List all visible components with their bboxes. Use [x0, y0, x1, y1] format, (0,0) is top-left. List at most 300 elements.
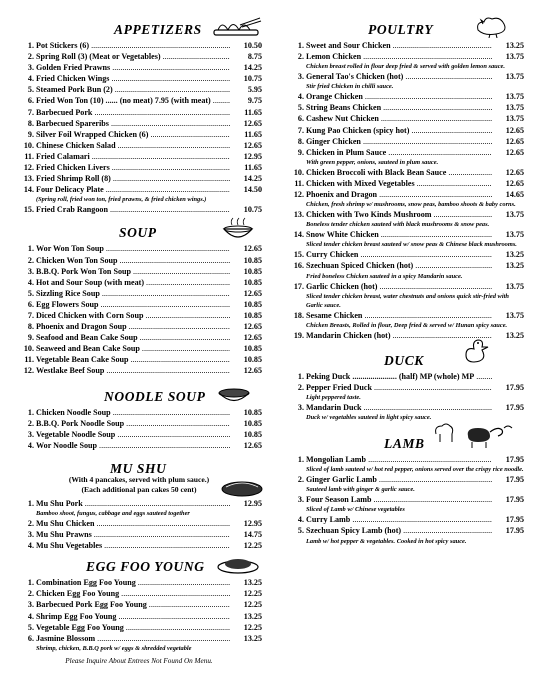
item-price: 10.85 — [243, 407, 262, 417]
item-name: Egg Flowers Soup ..... — [36, 299, 230, 310]
item-name: Ginger Garlic Lamb ..... — [306, 474, 492, 485]
item-number: 3. — [27, 429, 34, 439]
item-name: Vegetable Bean Cake Soup ..... — [36, 354, 230, 365]
item-name: Pot Stickers (6) ..... — [36, 40, 230, 51]
item-number: 14. — [23, 185, 34, 195]
item-name: Mandarin Chicken (hot) ..... — [306, 330, 492, 341]
item-name: Phoenix and Dragon ..... — [306, 189, 492, 200]
item-number: 1. — [297, 41, 304, 50]
poultry-title: POULTRY — [368, 22, 434, 37]
item-number: 15. — [293, 250, 304, 260]
item-name: Mu Shu Chicken ..... — [36, 518, 230, 529]
item-description: Chicken breast rolled in flour deep fried & served with golden lemon sauce. — [306, 63, 505, 71]
item-name: Shrimp Egg Foo Young ..... — [36, 611, 230, 622]
item-description: Sliced tender chicken breast sauteed w/ snow peas & Chinese black mushrooms. — [306, 241, 517, 249]
item-price: 13.25 — [505, 250, 524, 260]
item-price: 13.75 — [505, 72, 524, 82]
soup-item-row — [16, 299, 262, 310]
item-name: Mu Shu Pork ..... — [36, 498, 230, 509]
egg-foo-young-plate-icon — [216, 553, 260, 575]
lamb-item-row — [286, 514, 524, 525]
item-name: Barbecued Spareribs ..... — [36, 118, 230, 129]
item-price: 12.65 — [243, 244, 262, 254]
appetizers-item-row — [16, 129, 262, 140]
item-number: 15. — [23, 205, 34, 215]
item-price: 11.65 — [244, 129, 262, 139]
lamb-header — [286, 432, 524, 454]
lamb-illustration-icon — [432, 420, 518, 450]
item-price: 12.65 — [505, 147, 524, 157]
appetizers-item-row — [16, 62, 262, 73]
item-name: Garlic Chicken (hot) ..... — [306, 281, 492, 292]
item-price: 12.25 — [243, 622, 262, 632]
item-number: 8. — [27, 118, 34, 128]
soup-item-row — [16, 266, 262, 277]
item-name: Chicken with Mixed Vegetables ..... — [306, 178, 492, 189]
item-price: 10.85 — [243, 266, 262, 276]
item-name: Pepper Fried Duck ..... — [306, 382, 492, 393]
item-name: Fried Crab Rangoon ..... — [36, 204, 230, 215]
item-price: 14.25 — [243, 63, 262, 73]
item-name: Four Season Lamb ..... — [306, 494, 492, 505]
item-name: Spring Roll (3) (Meat or Vegetables) ..... — [36, 51, 230, 62]
item-number: 3. — [27, 530, 34, 540]
item-number: 18. — [293, 310, 304, 320]
soup-item-row — [16, 321, 262, 332]
item-number: 3. — [27, 600, 34, 610]
item-name: Sesame Chicken ..... — [306, 310, 492, 321]
item-number: 6. — [27, 96, 34, 106]
item-number: 4. — [297, 515, 304, 525]
item-number: 2. — [297, 382, 304, 392]
item-name: Mu Shu Vegetables ..... — [36, 540, 230, 551]
item-number: 11. — [24, 151, 34, 161]
poultry-item-row — [286, 178, 524, 189]
duck-section — [286, 349, 524, 422]
egg-foo-young-item-row — [16, 611, 262, 622]
item-price: 10.85 — [243, 255, 262, 265]
item-number: 12. — [293, 190, 304, 200]
item-description: Fried boneless Chicken sauteed in a spicy Mandarin sauce. — [306, 272, 463, 280]
lamb-section — [286, 432, 524, 545]
item-number: 9. — [27, 129, 34, 139]
mu-shu-pancake-icon — [220, 477, 264, 499]
item-price: 13.75 — [505, 230, 524, 240]
poultry-item-row — [286, 249, 524, 260]
egg-foo-young-section — [16, 555, 262, 653]
item-description: Boneless tender chicken sauteed with black mushrooms & snow peas. — [306, 221, 490, 229]
duck-item-row — [286, 382, 524, 393]
item-price: 17.95 — [505, 515, 524, 525]
item-name: Golden Fried Prawns ..... — [36, 62, 230, 73]
appetizers-item-row — [16, 151, 262, 162]
item-price: 12.95 — [243, 498, 262, 508]
item-description: Light peppered taste. — [306, 393, 361, 401]
item-price: 12.65 — [505, 167, 524, 177]
item-name: Lemon Chicken ..... — [306, 51, 492, 62]
appetizers-item-row — [16, 95, 262, 106]
item-number: 12. — [23, 366, 34, 376]
item-number: 3. — [297, 402, 304, 412]
item-number: 7. — [297, 125, 304, 135]
item-description: Sliced of lamb sauteed w/ hot red pepper, onions served over the crispy rice noodle. — [306, 466, 524, 474]
item-name: Chicken with Two Kinds Mushroom ..... — [306, 209, 492, 220]
item-price: 10.85 — [243, 344, 262, 354]
soup-item-row — [16, 277, 262, 288]
item-price: 13.75 — [505, 114, 524, 124]
soup-header — [16, 221, 262, 243]
item-number: 14. — [293, 230, 304, 240]
mu-shu-subtitle-2: (Each additional pan cakes 50 cent) — [81, 484, 197, 494]
item-number: 1. — [27, 244, 34, 254]
item-price: 17.95 — [505, 475, 524, 485]
duck-item-row — [286, 402, 524, 413]
item-price: 10.85 — [243, 310, 262, 320]
item-price: 13.75 — [505, 281, 524, 291]
noodle-soup-item-row — [16, 440, 262, 451]
poultry-item-row — [286, 125, 524, 136]
item-number: 6. — [27, 633, 34, 643]
item-name: B.B.Q. Pork Won Ton Soup ..... — [36, 266, 230, 277]
lamb-item-row — [286, 494, 524, 505]
soup-title: SOUP — [119, 225, 157, 241]
lamb-item-row — [286, 474, 524, 485]
item-description: Chicken Breasts, Rolled in flour, Deep fried & served w/ Hunan spicy sauce. — [306, 321, 508, 329]
item-price: 10.75 — [243, 74, 262, 84]
item-price: 13.75 — [505, 92, 524, 102]
mu-shu-item-row — [16, 498, 262, 509]
item-name: Steamed Pork Bun (2) ..... — [36, 84, 230, 95]
appetizers-item-row — [16, 140, 262, 151]
item-number: 3. — [27, 63, 34, 73]
item-name: Barbecued Pork ..... — [36, 107, 230, 118]
item-number: 2. — [297, 475, 304, 485]
item-price: 12.65 — [243, 140, 262, 150]
noodle-soup-header — [16, 385, 262, 407]
item-name: Szechuan Spicy Lamb (hot) ..... — [306, 525, 492, 536]
item-name: Jasmine Blossom ..... — [36, 633, 230, 644]
item-description: Duck w/ vegetables sauteed in light spicy sauce. — [306, 414, 432, 422]
item-number: 7. — [27, 107, 34, 117]
appetizers-item-row — [16, 162, 262, 173]
soup-item-row — [16, 332, 262, 343]
item-number: 10. — [23, 344, 34, 354]
item-number: 3. — [297, 72, 304, 82]
item-number: 1. — [27, 407, 34, 417]
noodle-soup-item-row — [16, 429, 262, 440]
item-price: 12.65 — [243, 118, 262, 128]
appetizers-item-row — [16, 118, 262, 129]
item-price: 11.65 — [244, 107, 262, 117]
item-number: 2. — [27, 519, 34, 528]
egg-foo-young-title: EGG FOO YOUNG — [86, 559, 205, 575]
item-name: Chicken in Plum Sauce ..... — [306, 147, 492, 158]
item-description: Shrimp, chicken, B.B.Q pork w/ eggs & shredded vegetable — [36, 644, 192, 652]
item-number: 2. — [27, 589, 34, 599]
item-name: Snow White Chicken ..... — [306, 229, 492, 240]
appetizers-item-row — [16, 184, 262, 195]
item-description: (Spring roll, fried won ton, fried prawns, & fried chicken wings.) — [36, 196, 207, 204]
item-price: 13.25 — [505, 261, 524, 271]
item-name: Mongolian Lamb ..... — [306, 454, 492, 465]
lamb-item-row — [286, 454, 524, 465]
soup-item-row — [16, 288, 262, 299]
item-number: 9. — [297, 147, 304, 157]
item-number: 5. — [27, 85, 34, 95]
item-price: 14.50 — [243, 185, 262, 195]
item-name: Ginger Chicken ..... — [306, 136, 492, 147]
item-name: Chicken Noodle Soup ..... — [36, 407, 230, 418]
item-number: 6. — [27, 299, 34, 309]
egg-foo-young-item-row — [16, 633, 262, 644]
poultry-header — [286, 18, 524, 40]
item-number: 9. — [27, 333, 34, 343]
appetizers-title: APPETIZERS — [114, 22, 202, 37]
item-price: 12.25 — [243, 600, 262, 610]
item-number: 12. — [23, 163, 34, 173]
item-number: 13. — [293, 210, 304, 220]
item-number: 1. — [27, 578, 34, 588]
item-number: 10. — [23, 140, 34, 150]
item-price: 10.85 — [243, 277, 262, 287]
item-name: Vegetable Noodle Soup ..... — [36, 429, 230, 440]
item-name: Cashew Nut Chicken ..... — [306, 113, 492, 124]
noodle-soup-item-row — [16, 407, 262, 418]
item-number: 11. — [24, 355, 34, 365]
item-price: 12.65 — [505, 136, 524, 146]
item-name: Wor Won Ton Soup ..... — [36, 243, 230, 254]
appetizers-item-row — [16, 84, 262, 95]
item-price: 13.75 — [505, 310, 524, 320]
item-name: Orange Chicken ..... — [306, 91, 492, 102]
item-name: Fried Chicken Livers ..... — [36, 162, 230, 173]
mu-shu-item-row — [16, 529, 262, 540]
item-price: 9.75 — [247, 96, 262, 106]
item-name: Chinese Chicken Salad ..... — [36, 140, 230, 151]
item-number: 5. — [297, 526, 304, 536]
item-number: 5. — [27, 622, 34, 632]
item-number: 1. — [27, 498, 34, 508]
item-price: 12.65 — [505, 125, 524, 135]
poultry-item-row — [286, 113, 524, 124]
soup-item-row — [16, 310, 262, 321]
item-name: Silver Foil Wrapped Chicken (6) ..... — [36, 129, 230, 140]
item-price: 14.75 — [243, 530, 262, 540]
appetizers-item-row — [16, 51, 262, 62]
item-name: Sweet and Sour Chicken ..... — [306, 40, 492, 51]
egg-foo-young-item-row — [16, 588, 262, 599]
item-name: Chicken Won Ton Soup ..... — [36, 255, 230, 266]
poultry-item-row — [286, 102, 524, 113]
item-number: 2. — [27, 255, 34, 265]
appetizers-item-row — [16, 107, 262, 118]
item-number: 2. — [297, 52, 304, 62]
item-price: 12.25 — [243, 541, 262, 551]
poultry-item-row — [286, 51, 524, 62]
item-name: Fried Shrimp Roll (8) ..... — [36, 173, 230, 184]
item-name: Szechuan Spiced Chicken (hot) ..... — [306, 260, 492, 271]
item-price: 17.95 — [505, 455, 524, 465]
item-description: Sliced tender chicken breast, water chestnuts and onions quick stir-fried with Garlic sauce. — [306, 292, 509, 309]
item-description: Stir fried Chicken in chilli sauce. — [306, 83, 394, 91]
item-name: Chicken Broccoli with Black Bean Sauce ..... — [306, 167, 492, 178]
item-number: 6. — [297, 114, 304, 124]
mu-shu-item-row — [16, 518, 262, 529]
menu-footer-note: Please Inquire About Entrees Not Found On Menu. — [65, 656, 213, 665]
item-number: 3. — [27, 266, 34, 276]
duck-illustration-icon — [460, 335, 492, 367]
soup-item-row — [16, 343, 262, 354]
item-price: 13.25 — [243, 633, 262, 643]
item-price: 10.85 — [243, 418, 262, 428]
item-number: 8. — [297, 136, 304, 146]
item-number: 4. — [27, 74, 34, 84]
noodle-soup-item-row — [16, 418, 262, 429]
item-price: 17.95 — [505, 402, 524, 412]
item-name: Peking Duck ...................... (half) MP (whole) MP ..... — [306, 371, 492, 382]
item-name: String Beans Chicken ..... — [306, 102, 492, 113]
item-name: B.B.Q. Pork Noodle Soup ..... — [36, 418, 230, 429]
appetizers-item-row — [16, 204, 262, 215]
item-name: Fried Calamari ..... — [36, 151, 230, 162]
item-price: 13.75 — [505, 52, 524, 62]
mu-shu-item-row — [16, 540, 262, 551]
item-name: Fried Won Ton (10) ...... (no meat) 7.95 (with meat) ..... — [36, 95, 230, 106]
item-price: 10.75 — [243, 205, 262, 215]
item-name: Fried Chicken Wings ..... — [36, 73, 230, 84]
item-number: 5. — [27, 288, 34, 298]
item-number: 1. — [27, 41, 34, 50]
item-description: Sliced of Lamb w/ Chinese vegetables — [306, 506, 405, 514]
poultry-item-row — [286, 209, 524, 220]
item-name: Mandarin Duck ..... — [306, 402, 492, 413]
egg-foo-young-header — [16, 555, 262, 577]
item-price: 12.65 — [243, 366, 262, 376]
chicken-illustration-icon — [472, 14, 512, 38]
item-name: Seaweed and Bean Cake Soup ..... — [36, 343, 230, 354]
item-description: Bamboo shoot, fungus, cabbage and eggs sauteed together — [36, 510, 190, 517]
soup-item-row — [16, 243, 262, 254]
item-name: Combination Egg Foo Young ..... — [36, 577, 230, 588]
item-number: 5. — [297, 103, 304, 113]
duck-header — [286, 349, 524, 371]
item-name: Vegetable Egg Foo Young ..... — [36, 622, 230, 633]
item-price: 17.95 — [505, 495, 524, 505]
poultry-item-row — [286, 91, 524, 102]
noodle-soup-section — [16, 385, 262, 451]
item-number: 16. — [293, 261, 304, 271]
item-number: 1. — [297, 371, 304, 381]
appetizers-item-row — [16, 73, 262, 84]
item-number: 11. — [294, 178, 304, 188]
item-price: 13.25 — [505, 330, 524, 340]
item-number: 4. — [27, 541, 34, 551]
poultry-item-row — [286, 167, 524, 178]
soup-item-row — [16, 354, 262, 365]
appetizers-section — [16, 18, 262, 215]
item-description: Sauteed lamb with ginger & garlic sauce. — [306, 486, 415, 494]
soup-bowl-icon — [220, 217, 256, 243]
item-number: 17. — [293, 281, 304, 291]
item-price: 5.95 — [247, 85, 262, 95]
poultry-item-row — [286, 189, 524, 200]
poultry-item-row — [286, 136, 524, 147]
item-price: 12.95 — [243, 151, 262, 161]
item-name: Seafood and Bean Cake Soup ..... — [36, 332, 230, 343]
item-price: 13.25 — [243, 578, 262, 588]
item-name: Phoenix and Dragon Soup ..... — [36, 321, 230, 332]
item-name: Hot and Sour Soup (with meat) ..... — [36, 277, 230, 288]
poultry-item-row — [286, 147, 524, 158]
soup-item-row — [16, 365, 262, 376]
item-name: Mu Shu Prawns ..... — [36, 529, 230, 540]
item-description: With green pepper, onions, sauteed in plum sauce. — [306, 158, 439, 166]
poultry-item-row — [286, 260, 524, 271]
item-price: 8.75 — [247, 52, 262, 62]
soup-item-row — [16, 255, 262, 266]
item-number: 19. — [293, 330, 304, 340]
item-price: 17.95 — [505, 526, 524, 536]
item-description: Chicken, fresh shrimp w/ mushrooms, snow peas, bamboo shoots & baby corns. — [306, 201, 516, 209]
item-price: 13.75 — [505, 210, 524, 220]
item-price: 12.25 — [243, 589, 262, 599]
appetizers-header — [16, 18, 262, 40]
dumplings-illustration-icon — [212, 16, 262, 38]
item-number: 13. — [23, 174, 34, 184]
item-price: 11.65 — [244, 163, 262, 173]
item-price: 12.95 — [243, 519, 262, 528]
appetizers-item-row — [16, 40, 262, 51]
item-name: Sizzling Rice Soup ..... — [36, 288, 230, 299]
appetizers-item-row — [16, 173, 262, 184]
item-number: 4. — [297, 92, 304, 102]
item-number: 2. — [27, 52, 34, 62]
item-price: 12.65 — [243, 333, 262, 343]
item-name: Four Delicacy Plate ..... — [36, 184, 230, 195]
item-name: Barbecued Pork Egg Foo Young ..... — [36, 599, 230, 610]
poultry-item-row — [286, 71, 524, 82]
item-name: Chicken Egg Foo Young ..... — [36, 588, 230, 599]
poultry-item-row — [286, 229, 524, 240]
item-price: 17.95 — [505, 382, 524, 392]
noodle-soup-title: NOODLE SOUP — [104, 388, 206, 404]
poultry-item-row — [286, 310, 524, 321]
item-name: Wor Noodle Soup ..... — [36, 440, 230, 451]
item-description: Lamb w/ hot pepper & vegetables. Cooked in hot spicy sauce. — [306, 537, 467, 545]
item-name: Kung Pao Chicken (spicy hot) ..... — [306, 125, 492, 136]
poultry-item-row — [286, 40, 524, 51]
duck-item-row — [286, 371, 524, 382]
item-price: 14.65 — [505, 190, 524, 200]
left-column — [16, 18, 262, 665]
item-name: General Tao's Chicken (hot) ..... — [306, 71, 492, 82]
item-number: 3. — [297, 495, 304, 505]
item-price: 14.25 — [243, 174, 262, 184]
noodle-bowl-icon — [216, 386, 252, 406]
poultry-item-row — [286, 281, 524, 292]
item-number: 4. — [27, 611, 34, 621]
right-column — [286, 18, 524, 546]
item-number: 7. — [27, 310, 34, 320]
item-price: 10.85 — [243, 355, 262, 365]
item-price: 10.85 — [243, 299, 262, 309]
item-price: 13.75 — [505, 103, 524, 113]
soup-section — [16, 221, 262, 376]
item-name: Westlake Beef Soup ..... — [36, 365, 230, 376]
item-price: 13.25 — [505, 41, 524, 50]
item-number: 2. — [27, 418, 34, 428]
poultry-section — [286, 18, 524, 341]
